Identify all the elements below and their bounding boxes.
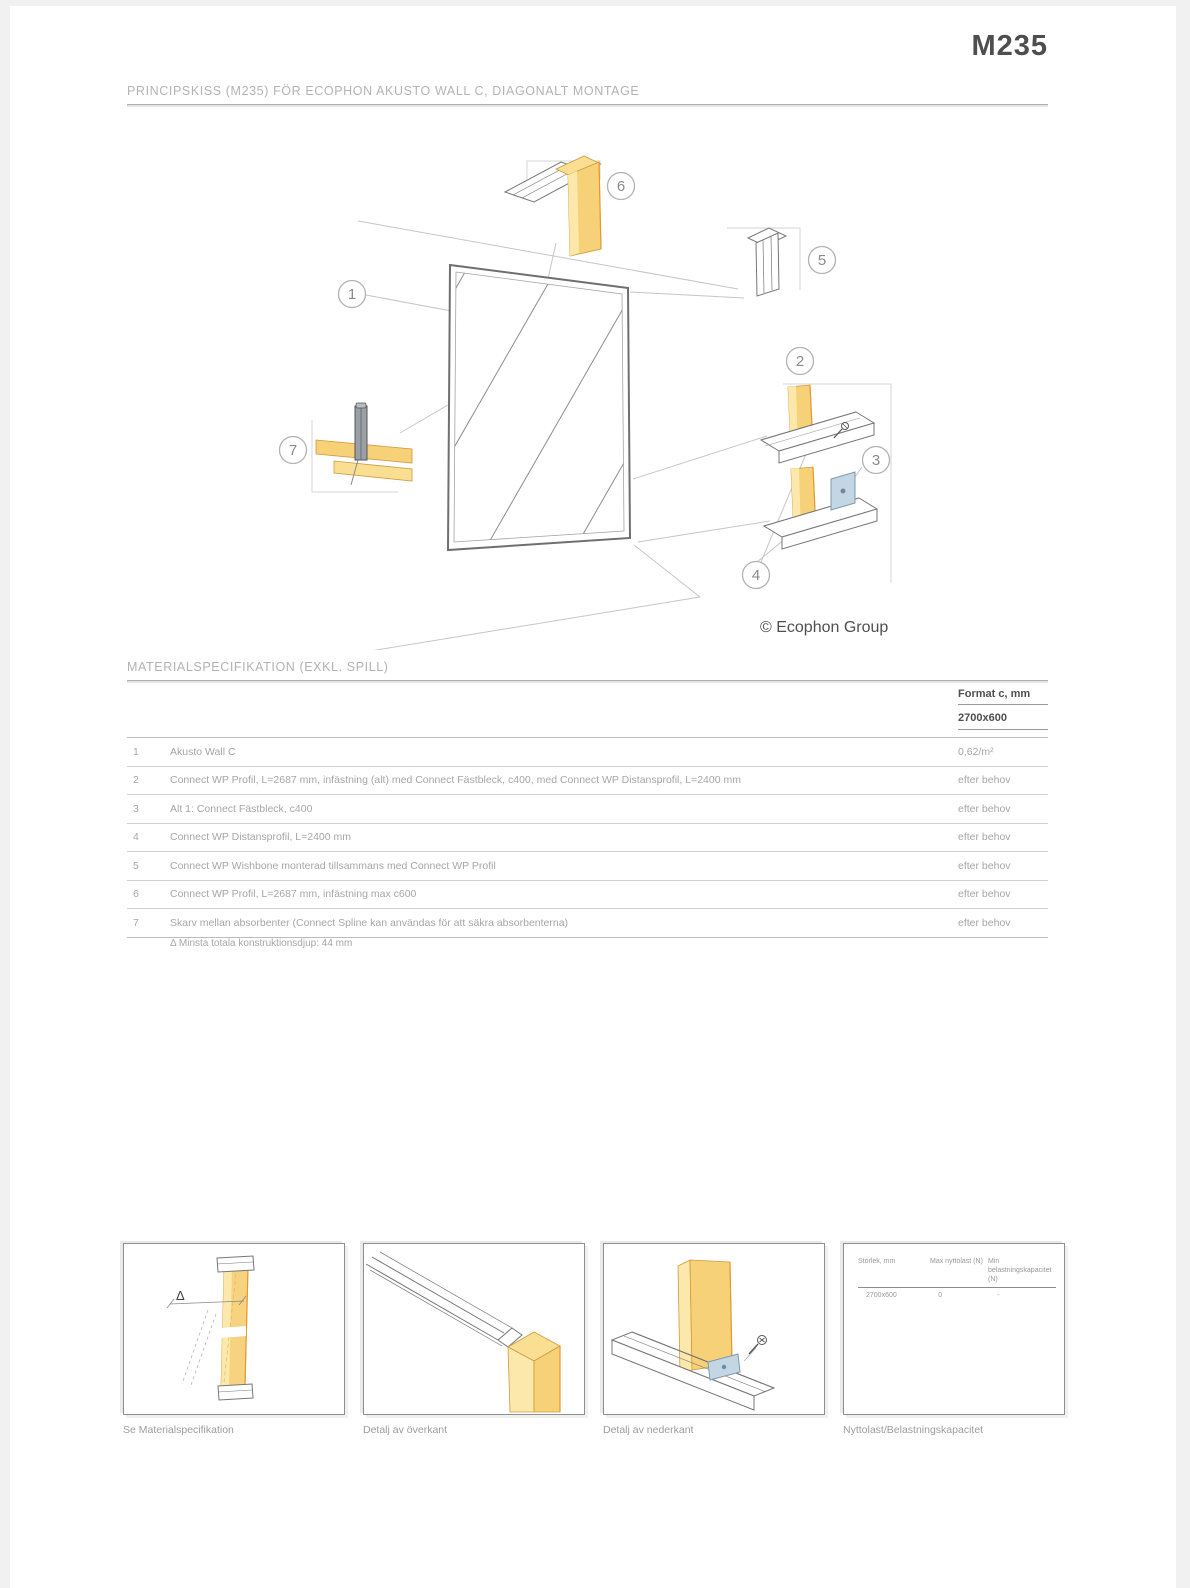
table-row (127, 794, 1048, 823)
bottom-edge-drawing (604, 1244, 824, 1414)
table-row (127, 823, 1048, 852)
page-edge-left (0, 0, 10, 1588)
load-capacity-table (844, 1244, 1064, 1301)
row-number: 6 (133, 888, 139, 901)
wishbone-detail (748, 228, 786, 296)
row-number: 7 (133, 916, 139, 929)
caption-top-edge: Detalj av överkant (363, 1424, 448, 1436)
row-description: Connect WP Profil, L=2687 mm, infästning (alt) med Connect Fästbleck, c400, med Connect WP Distansprofil, L=2400 mm (170, 774, 741, 787)
section-title-principskiss: PRINCIPSKISS (M235) FÖR ECOPHON AKUSTO WALL C, DIAGONALT MONTAGE (127, 84, 1048, 105)
table-row (127, 851, 1048, 880)
caption-load-capacity: Nyttolast/Belastningskapacitet (843, 1424, 984, 1436)
row-description: Akusto Wall C (170, 745, 236, 758)
wp-profile-detail-top (761, 385, 874, 463)
construction-depth-footnote: Δ Minsta totala konstruktionsdjup: 44 mm (170, 938, 353, 949)
page-edge-top (0, 0, 1190, 6)
caption-materialspec: Se Materialspecifikation (123, 1424, 234, 1436)
svg-text:7: 7 (288, 442, 298, 459)
row-description: Alt 1: Connect Fästbleck, c400 (170, 802, 313, 815)
svg-text:6: 6 (616, 178, 626, 195)
load-capacity-box (843, 1243, 1065, 1415)
col-size-header: Storlek, mm (858, 1258, 896, 1265)
copyright-text: © Ecophon Group (760, 619, 889, 636)
caption-bottom-edge: Detalj av nederkant (603, 1424, 694, 1436)
row-format-value: efter behov (958, 831, 1011, 844)
table-row (127, 766, 1048, 795)
panel-section-box (123, 1243, 345, 1415)
load-table-value-row (858, 1292, 1056, 1301)
row-number: 1 (133, 745, 139, 758)
delta-dimension-label: Δ (176, 1288, 185, 1303)
top-edge-detail-box (363, 1243, 585, 1415)
row-description: Connect WP Profil, L=2687 mm, infästning max c600 (170, 888, 417, 901)
svg-text:4: 4 (751, 567, 761, 584)
row-format-value: efter behov (958, 774, 1011, 787)
row-format-value: efter behov (958, 916, 1011, 929)
row-description: Connect WP Distansprofil, L=2400 mm (170, 831, 352, 844)
top-profile-detail (505, 156, 601, 256)
load-table-header-row (858, 1258, 1056, 1288)
svg-text:5: 5 (817, 252, 827, 269)
svg-text:2: 2 (795, 353, 805, 370)
assembly-diagram (100, 138, 1100, 650)
row-format-value: efter behov (958, 802, 1011, 815)
row-description: Skarv mellan absorbenter (Connect Spline kan användas för att säkra absorbenterna) (170, 916, 569, 929)
section-title-materialspec: MATERIALSPECIFIKATION (EXKL. SPILL) (127, 660, 1048, 681)
size-value: 2700x600 (866, 1292, 897, 1300)
row-number: 3 (133, 802, 139, 815)
row-description: Connect WP Wishbone monterad tillsammans med Connect WP Profil (170, 859, 496, 872)
callout-4 (743, 562, 770, 589)
row-format-value: efter behov (958, 888, 1011, 901)
page-edge-right (1176, 0, 1190, 1588)
row-number: 4 (133, 831, 139, 844)
col-capacity-header: Min belastningskapacitet (N) (988, 1258, 1052, 1283)
row-number: 5 (133, 859, 139, 872)
section-detail-drawing (124, 1244, 344, 1414)
callout-6 (608, 173, 635, 200)
bottom-edge-detail-box (603, 1243, 825, 1415)
row-number: 2 (133, 774, 139, 787)
callout-7 (280, 437, 307, 464)
table-row (127, 908, 1048, 937)
table-row (127, 737, 1048, 766)
callout-2 (787, 348, 814, 375)
row-format-value: 0,62/m² (958, 745, 994, 758)
svg-text:3: 3 (871, 452, 881, 469)
material-spec-table (127, 737, 1048, 938)
callout-1 (339, 281, 366, 308)
callout-3 (863, 447, 890, 474)
payload-value: 0 (938, 1292, 943, 1300)
callout-5 (809, 247, 836, 274)
row-format-value: efter behov (958, 859, 1011, 872)
format-size-header: 2700x600 (958, 712, 1048, 730)
wp-profile-detail-bottom (764, 467, 877, 549)
spline-joint-detail (316, 403, 412, 485)
svg-text:1: 1 (347, 286, 357, 303)
top-edge-drawing (364, 1244, 584, 1414)
table-row (127, 880, 1048, 909)
capacity-value: - (997, 1292, 1000, 1300)
col-payload-header: Max nyttolast (N) (930, 1258, 983, 1265)
format-column-header: Format c, mm (958, 688, 1048, 705)
document-code: M235 (971, 30, 1048, 62)
